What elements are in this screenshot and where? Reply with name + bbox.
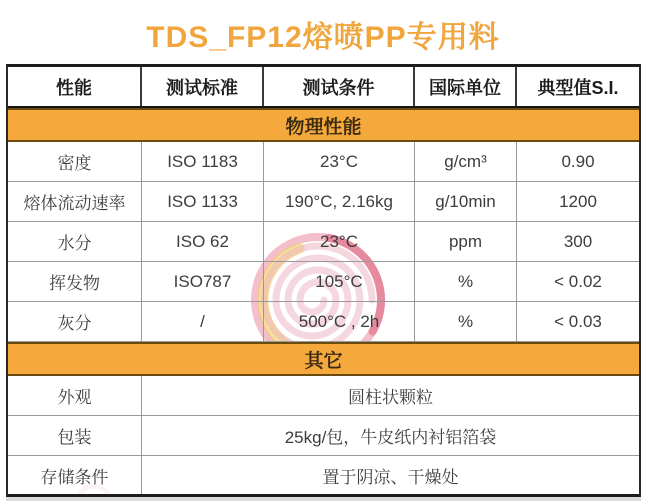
cell-value: 1200: [517, 182, 639, 222]
cell-standard: ISO 62: [142, 222, 264, 262]
cell-unit: %: [415, 302, 517, 342]
cell-value: 25kg/包，牛皮纸内衬铝箔袋: [142, 416, 639, 456]
table-row-storage: [8, 456, 639, 494]
header-property: 性能: [8, 67, 142, 106]
cell-value: 置于阴凉、干燥处: [322, 467, 459, 487]
section-banner-physical: [8, 108, 639, 142]
table-row-density: [8, 142, 639, 182]
table-row-moisture: [8, 222, 639, 262]
section-banner-label: 物理性能: [8, 108, 639, 142]
cell-property: 灰分: [8, 302, 142, 342]
cell-unit: g/10min: [415, 182, 517, 222]
header-unit: 国际单位: [415, 67, 517, 106]
table-row-packaging: [8, 416, 639, 456]
table-row-volatiles: [8, 262, 639, 302]
cell-property: 挥发物: [8, 262, 142, 302]
table-bottom-shadow: [6, 497, 641, 501]
cell-condition: 190°C, 2.16kg: [264, 182, 415, 222]
table-header-row: [8, 67, 639, 108]
cell-value: 0.90: [517, 142, 639, 182]
cell-property: 密度: [8, 142, 142, 182]
cell-value: < 0.03: [517, 302, 639, 342]
cell-property: 存储条件: [8, 456, 142, 494]
header-condition: 测试条件: [264, 67, 415, 106]
cell-condition: 23°C: [264, 222, 415, 262]
cell-property: 熔体流动速率: [8, 182, 142, 222]
section-banner-other: [8, 342, 639, 376]
cell-standard: ISO 1183: [142, 142, 264, 182]
table-row-melt-flow-rate: [8, 182, 639, 222]
cell-condition: 105°C: [264, 262, 415, 302]
cell-value: < 0.02: [517, 262, 639, 302]
cell-property: 包装: [8, 416, 142, 456]
page-title: TDS_FP12熔喷PP专用料: [146, 21, 500, 54]
spec-table: [6, 64, 641, 497]
cell-property: 外观: [8, 376, 142, 416]
table-row-appearance: [8, 376, 639, 416]
cell-unit: ppm: [415, 222, 517, 262]
table-row-ash: [8, 302, 639, 342]
cell-unit: %: [415, 262, 517, 302]
cell-value: 圆柱状颗粒: [142, 376, 639, 416]
cell-condition: 500°C , 2h: [264, 302, 415, 342]
cell-property: 水分: [8, 222, 142, 262]
cell-condition: 23°C: [264, 142, 415, 182]
cell-standard: /: [142, 302, 264, 342]
cell-value: 300: [517, 222, 639, 262]
header-value: 典型值S.I.: [517, 67, 639, 106]
cell-standard: ISO787: [142, 262, 264, 302]
header-standard: 测试标准: [142, 67, 264, 106]
cell-standard: ISO 1133: [142, 182, 264, 222]
cell-unit: g/cm³: [415, 142, 517, 182]
section-banner-label: 其它: [8, 342, 639, 376]
